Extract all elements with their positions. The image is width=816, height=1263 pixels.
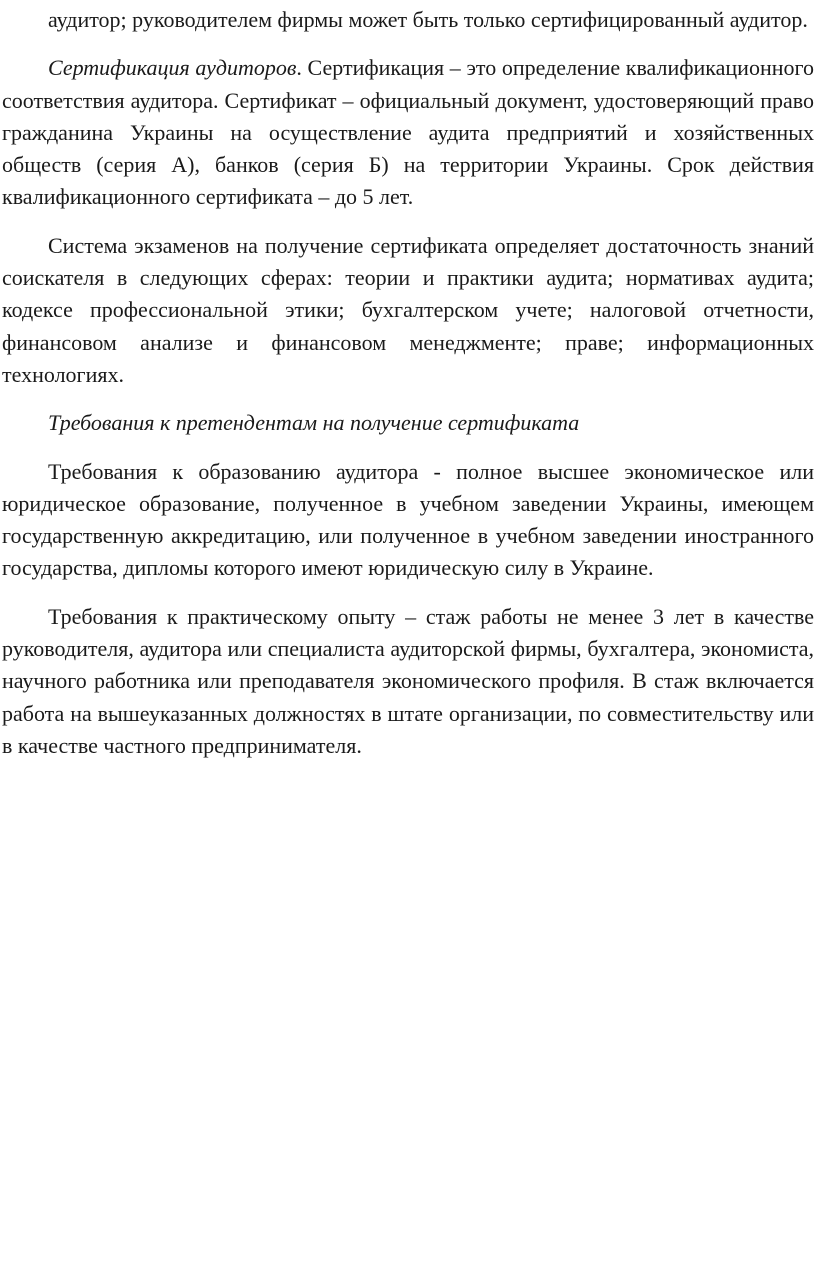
paragraph-continuation: аудитор; руководителем фирмы может быть только сертифицированный аудитор. — [48, 7, 808, 32]
paragraph-exam-system: Система экзаменов на получение сертификата определяет достаточность знаний соискателя в следующих сферах: теории и практики аудита; нормативах аудита; кодексе профессиональной этики; бухгалтерском учете; налоговой отчетности, финансовом анализе и финансовом менеджменте; праве; информационных технологиях. — [2, 232, 814, 387]
paragraph-certification — [2, 52, 814, 213]
certification-text: . Сертификация – это определение квалификационного соответствия аудитора. Сертификат – официальный документ, удостоверяющий право гражданина Украины на осуществление аудита предприятий и хозяйственных обществ (серия А), банков (серия Б) на территории Украины. Срок действия квалификационного сертификата – до 5 лет. — [2, 55, 814, 210]
section-heading-requirements: Требования к претендентам на получение сертификата — [48, 410, 580, 436]
certification-lead-term: Сертификация аудиторов — [48, 55, 297, 81]
paragraph-experience-requirements: Требования к практическому опыту – стаж работы не менее 3 лет в качестве руководителя, аудитора или специалиста аудиторской фирмы, бухгалтера, экономиста, научного работника или преподавателя экономического профиля. В стаж включается работа на вышеуказанных должностях в штате организации, по совместительству или в качестве частного предпринимателя. — [2, 603, 814, 758]
paragraph-education-requirements: Требования к образованию аудитора - полное высшее экономическое или юридическое образование, полученное в учебном заведении Украины, имеющем государственную аккредитацию, или полученное в учебном заведении иностранного государства, дипломы которого имеют юридическую силу в Украине. — [2, 458, 814, 581]
